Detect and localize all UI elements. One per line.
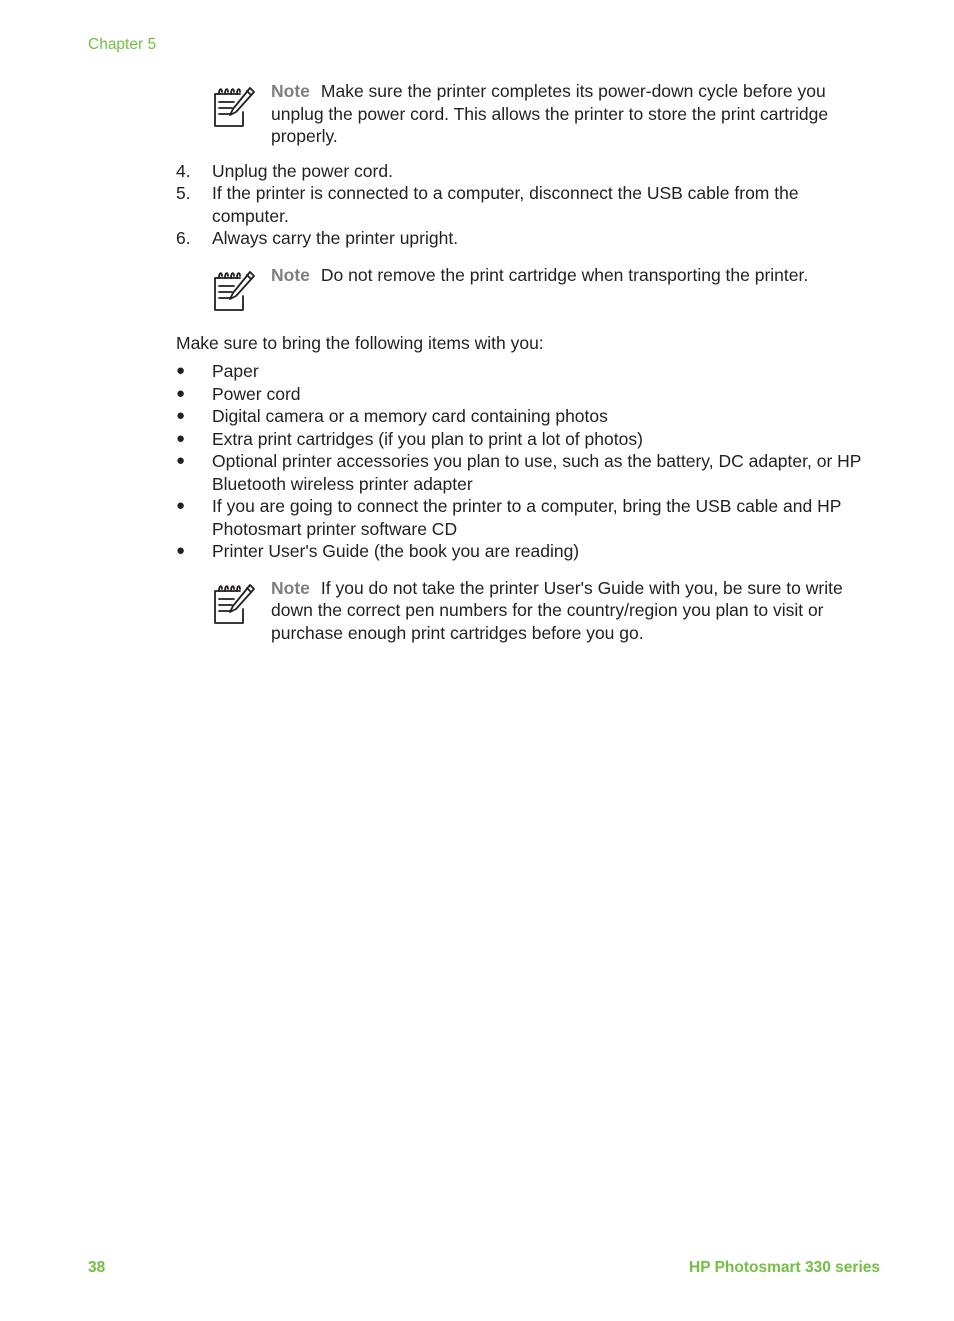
- step-number: 6.: [176, 228, 191, 248]
- item-text: Paper: [212, 361, 259, 381]
- page-number: 38: [88, 1259, 106, 1276]
- step-text: Unplug the power cord.: [212, 160, 393, 181]
- list-item: [176, 383, 880, 406]
- note-pad-icon: [210, 266, 258, 314]
- list-item: [176, 405, 880, 428]
- bullet: ●: [176, 497, 186, 514]
- chapter-header: Chapter 5: [88, 36, 157, 53]
- list-item: [176, 540, 880, 563]
- note-pad-icon: [210, 82, 258, 130]
- item-text: Optional printer accessories you plan to use, such as the battery, DC adapter, or HP Bluetooth wireless printer adapter: [212, 451, 862, 494]
- list-item: [176, 495, 880, 540]
- item-text: Digital camera or a memory card containing photos: [212, 406, 608, 426]
- product-name: HP Photosmart 330 series: [689, 1259, 880, 1276]
- bullet: ●: [176, 452, 186, 469]
- note-text: [271, 577, 880, 645]
- note-2: [176, 264, 880, 314]
- note-text: [271, 80, 880, 148]
- step-number: 5.: [176, 183, 191, 203]
- list-item: [176, 160, 880, 183]
- note-1: [176, 80, 880, 148]
- step-number: 4.: [176, 160, 191, 181]
- step-text: If the printer is connected to a computer, disconnect the USB cable from the computer.: [212, 183, 799, 226]
- note-label: Note: [271, 577, 310, 598]
- note-label: Note: [271, 81, 310, 101]
- note-body: If you do not take the printer User's Guide with you, be sure to write down the correct pen numbers for the country/region you plan to visit or purchase enough print cartridges before you go.: [271, 577, 843, 643]
- bullet: ●: [176, 407, 186, 424]
- note-3: [176, 577, 880, 645]
- item-text: Extra print cartridges (if you plan to print a lot of photos): [212, 428, 643, 449]
- note-body: Make sure the printer completes its power-down cycle before you unplug the power cord. This allows the printer to store the print cartridge properly.: [271, 81, 829, 146]
- items-list: [176, 360, 880, 563]
- note-body: Do not remove the print cartridge when transporting the printer.: [320, 264, 809, 285]
- steps-list: [176, 160, 880, 250]
- note-label: Note: [271, 264, 310, 285]
- list-item: [176, 360, 880, 383]
- item-text: Power cord: [212, 383, 301, 404]
- list-item: [176, 182, 880, 227]
- bullet: ●: [176, 362, 186, 379]
- item-text: If you are going to connect the printer to a computer, bring the USB cable and HP Photosmart printer software CD: [212, 496, 842, 539]
- item-text: Printer User's Guide (the book you are reading): [212, 541, 580, 561]
- step-text: Always carry the printer upright.: [212, 228, 459, 248]
- bullet: ●: [176, 429, 186, 447]
- intro-paragraph: Make sure to bring the following items with you:: [176, 332, 544, 353]
- note-pad-icon: [210, 579, 258, 627]
- list-item: [176, 450, 880, 495]
- bullet: ●: [176, 542, 186, 559]
- page-content: [176, 80, 880, 644]
- note-text: [271, 264, 880, 287]
- bullet: ●: [176, 384, 186, 402]
- list-item: [176, 428, 880, 451]
- list-item: [176, 227, 880, 250]
